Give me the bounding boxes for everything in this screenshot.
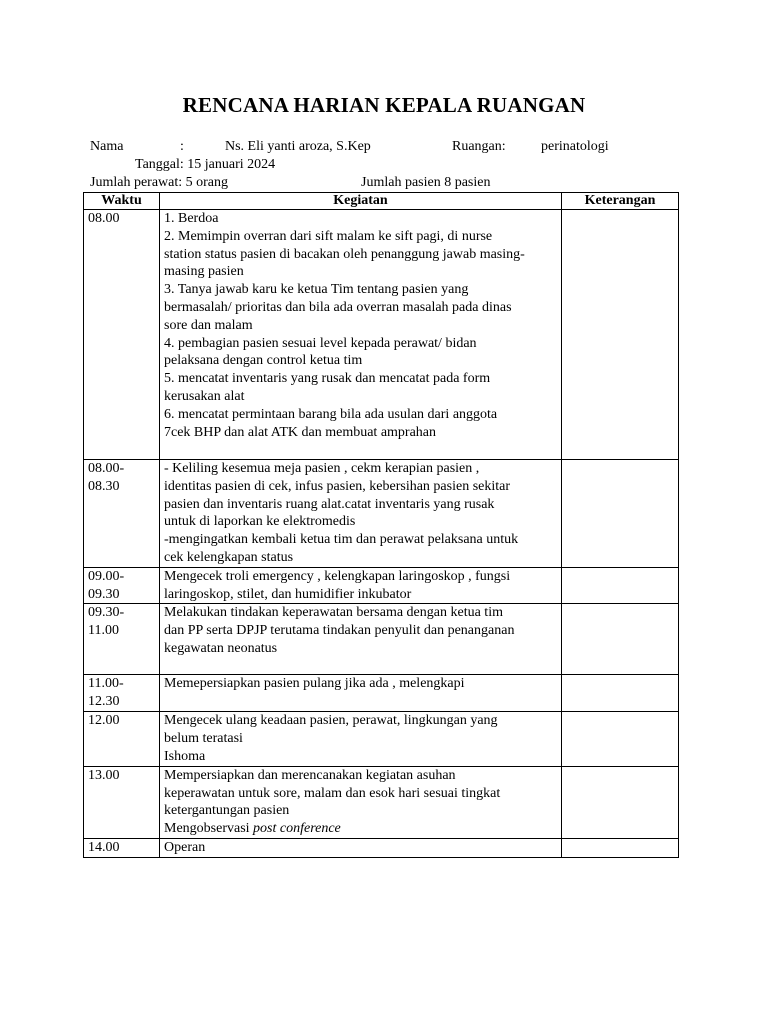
kegiatan-line: Operan xyxy=(164,839,206,855)
column-header-kegiatan: Kegiatan xyxy=(160,193,562,210)
kegiatan-line: belum teratasi xyxy=(164,731,243,747)
kegiatan-line: Mengecek ulang keadaan pasien, perawat, lingkungan yang xyxy=(164,713,498,729)
table-header-row xyxy=(84,193,679,210)
keterangan-cell xyxy=(562,838,679,857)
waktu-cell xyxy=(84,766,160,838)
waktu-text: 11.00- xyxy=(88,676,124,692)
table-row xyxy=(84,675,679,712)
waktu-text: 12.30 xyxy=(88,694,120,710)
kegiatan-line: dan PP serta DPJP terutama tindakan penyulit dan penanganan xyxy=(164,623,515,639)
kegiatan-line: sore dan malam xyxy=(164,317,253,333)
kegiatan-line: 3. Tanya jawab karu ke ketua Tim tentang pasien yang xyxy=(164,282,469,298)
kegiatan-cell xyxy=(160,712,562,766)
waktu-text: 12.00 xyxy=(88,713,120,729)
kegiatan-line: 4. pembagian pasien sesuai level kepada perawat/ bidan xyxy=(164,335,477,351)
kegiatan-line: Memepersiapkan pasien pulang jika ada , melengkapi xyxy=(164,676,465,692)
column-header-waktu: Waktu xyxy=(84,193,160,210)
kegiatan-line: 6. mencatat permintaan barang bila ada usulan dari anggota xyxy=(164,406,498,422)
kegiatan-cell xyxy=(160,210,562,460)
kegiatan-line: - Keliling kesemua meja pasien , cekm kerapian pasien , xyxy=(164,461,480,476)
waktu-cell xyxy=(84,604,160,675)
nama-colon: : xyxy=(180,139,184,154)
document-title: RENCANA HARIAN KEPALA RUANGAN xyxy=(182,93,586,117)
kegiatan-line: Mempersiapkan dan merencanakan kegiatan asuhan xyxy=(164,767,456,783)
jumlah-pasien-text: Jumlah pasien 8 pasien xyxy=(361,175,491,190)
waktu-text: 08.00 xyxy=(88,211,120,226)
kegiatan-line: 5. mencatat inventaris yang rusak dan mencatat pada form xyxy=(164,371,491,387)
table-row xyxy=(84,604,679,675)
kegiatan-cell xyxy=(160,604,562,675)
keterangan-cell xyxy=(562,567,679,604)
waktu-text: 13.00 xyxy=(88,767,120,783)
waktu-text: 08.00- xyxy=(88,461,125,476)
kegiatan-italic-text: post conference xyxy=(253,821,341,837)
keterangan-cell xyxy=(562,604,679,675)
table-row xyxy=(84,210,679,460)
kegiatan-line: kerusakan alat xyxy=(164,388,245,404)
kegiatan-cell xyxy=(160,766,562,838)
kegiatan-line: station status pasien di bacakan oleh penanggung jawab masing- xyxy=(164,246,525,262)
nama-label: Nama xyxy=(90,139,124,154)
ruangan-value: perinatologi xyxy=(541,139,609,154)
waktu-text: 08.30 xyxy=(88,478,120,494)
kegiatan-line: keperawatan untuk sore, malam dan esok hari sesuai tingkat xyxy=(164,785,501,801)
keterangan-cell xyxy=(562,460,679,568)
kegiatan-line: masing pasien xyxy=(164,264,244,280)
table-row xyxy=(84,567,679,604)
kegiatan-line: bermasalah/ prioritas dan bila ada overran masalah pada dinas xyxy=(164,299,512,315)
kegiatan-line: laringoskop, stilet, dan humidifier inkubator xyxy=(164,586,412,602)
keterangan-cell xyxy=(562,766,679,838)
waktu-cell xyxy=(84,567,160,604)
schedule-table xyxy=(83,192,679,858)
kegiatan-cell xyxy=(160,838,562,857)
waktu-cell xyxy=(84,675,160,712)
table-row xyxy=(84,838,679,857)
kegiatan-line: untuk di laporkan ke elektromedis xyxy=(164,514,356,530)
waktu-cell xyxy=(84,210,160,460)
jumlah-perawat-text: Jumlah perawat: 5 orang xyxy=(90,175,229,190)
waktu-cell xyxy=(84,460,160,568)
waktu-text: 09.30 xyxy=(88,586,120,602)
kegiatan-line: Mengecek troli emergency , kelengkapan laringoskop , fungsi xyxy=(164,568,511,584)
keterangan-cell xyxy=(562,712,679,766)
column-header-keterangan: Keterangan xyxy=(562,193,679,210)
kegiatan-line: Melakukan tindakan keperawatan bersama dengan ketua tim xyxy=(164,605,503,621)
waktu-cell xyxy=(84,838,160,857)
nama-value: Ns. Eli yanti aroza, S.Kep xyxy=(225,139,371,154)
kegiatan-line: Mengobservasi post conference xyxy=(164,821,341,837)
kegiatan-line: -mengingatkan kembali ketua tim dan perawat pelaksana untuk xyxy=(164,532,519,548)
table-row xyxy=(84,712,679,766)
waktu-text: 09.30- xyxy=(88,605,125,621)
waktu-cell xyxy=(84,712,160,766)
kegiatan-cell xyxy=(160,460,562,568)
keterangan-cell xyxy=(562,675,679,712)
kegiatan-line: pelaksana dengan control ketua tim xyxy=(164,353,363,369)
kegiatan-line: kegawatan neonatus xyxy=(164,640,278,656)
kegiatan-line: ketergantungan pasien xyxy=(164,803,290,819)
kegiatan-line: identitas pasien di cek, infus pasien, kebersihan pasien sekitar xyxy=(164,478,511,494)
ruangan-label: Ruangan: xyxy=(452,139,506,154)
kegiatan-line: Ishoma xyxy=(164,748,206,764)
tanggal-text: Tanggal: 15 januari 2024 xyxy=(135,157,276,172)
kegiatan-line: pasien dan inventaris ruang alat.catat inventaris yang rusak xyxy=(164,496,495,512)
waktu-text: 09.00- xyxy=(88,568,125,584)
kegiatan-line: 1. Berdoa xyxy=(164,211,219,226)
kegiatan-line: cek kelengkapan status xyxy=(164,549,294,565)
keterangan-cell xyxy=(562,210,679,460)
table-row xyxy=(84,460,679,568)
waktu-text: 14.00 xyxy=(88,839,120,855)
table-row xyxy=(84,766,679,838)
waktu-text: 11.00 xyxy=(88,623,119,639)
kegiatan-line: 7cek BHP dan alat ATK dan membuat amprahan xyxy=(164,424,437,440)
kegiatan-cell xyxy=(160,567,562,604)
kegiatan-cell xyxy=(160,675,562,712)
kegiatan-line: 2. Memimpin overran dari sift malam ke sift pagi, di nurse xyxy=(164,228,493,244)
